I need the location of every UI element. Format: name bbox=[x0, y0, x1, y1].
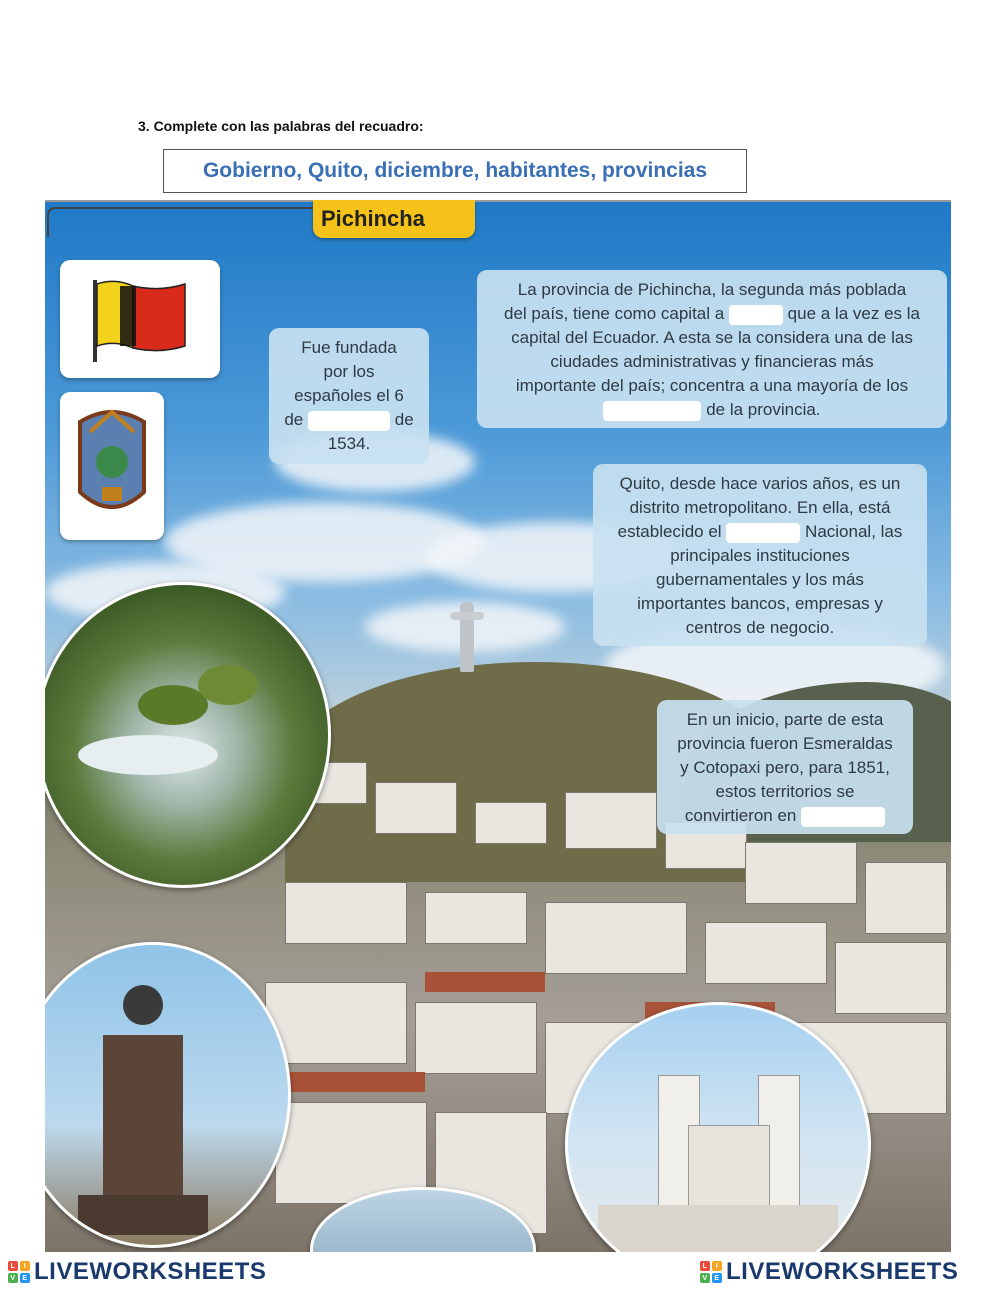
section-title: Pichincha bbox=[321, 206, 425, 231]
pichincha-illustration bbox=[45, 202, 951, 1252]
liveworksheets-logo-icon: L I V E bbox=[700, 1261, 722, 1283]
mitad-del-mundo-photo bbox=[45, 942, 291, 1248]
brand-logo-right: L I V E LIVEWORKSHEETS bbox=[700, 1258, 958, 1286]
card-history: En un inicio, parte de esta provincia fueron Esmeraldas y Cotopaxi pero, para 1851, estos territorios se convirtieron en bbox=[657, 700, 913, 834]
blank-capital[interactable] bbox=[729, 305, 783, 325]
card-founded: Fue fundada por los españoles el 6 de de 1534. bbox=[269, 328, 429, 464]
instruction-text: 3. Complete con las palabras del recuadro: bbox=[138, 118, 424, 134]
word-bank-text: Gobierno, Quito, diciembre, habitantes, provincias bbox=[202, 159, 708, 182]
word-bank-box bbox=[163, 149, 747, 193]
liveworksheets-logo-icon: L I V E bbox=[8, 1261, 30, 1283]
card-province: La provincia de Pichincha, la segunda más poblada del país, tiene como capital a que a la vez es la capital del Ecuador. A esta se la considera una de las ciudades administrativas y financieras más importante del país; concentra a una mayoría de los de la provincia. bbox=[477, 270, 947, 428]
brand-logo-left: L I V E LIVEWORKSHEETS bbox=[8, 1258, 266, 1286]
pichincha-flag-icon bbox=[60, 260, 220, 378]
flag-card bbox=[60, 260, 220, 378]
card-quito: Quito, desde hace varios años, es un distrito metropolitano. En ella, está establecido el Nacional, las principales instituciones gubernamentales y los más importantes bancos, empresas y centros de negocio. bbox=[593, 464, 927, 646]
section-tab bbox=[313, 200, 475, 238]
section-frame bbox=[47, 207, 319, 237]
blank-month[interactable] bbox=[308, 411, 390, 431]
blank-provinces[interactable] bbox=[801, 807, 885, 827]
coat-of-arms-icon bbox=[60, 392, 164, 540]
river-photo bbox=[45, 582, 331, 888]
coat-of-arms-card bbox=[60, 392, 164, 540]
blank-government[interactable] bbox=[726, 523, 800, 543]
blank-inhabitants[interactable] bbox=[603, 401, 701, 421]
